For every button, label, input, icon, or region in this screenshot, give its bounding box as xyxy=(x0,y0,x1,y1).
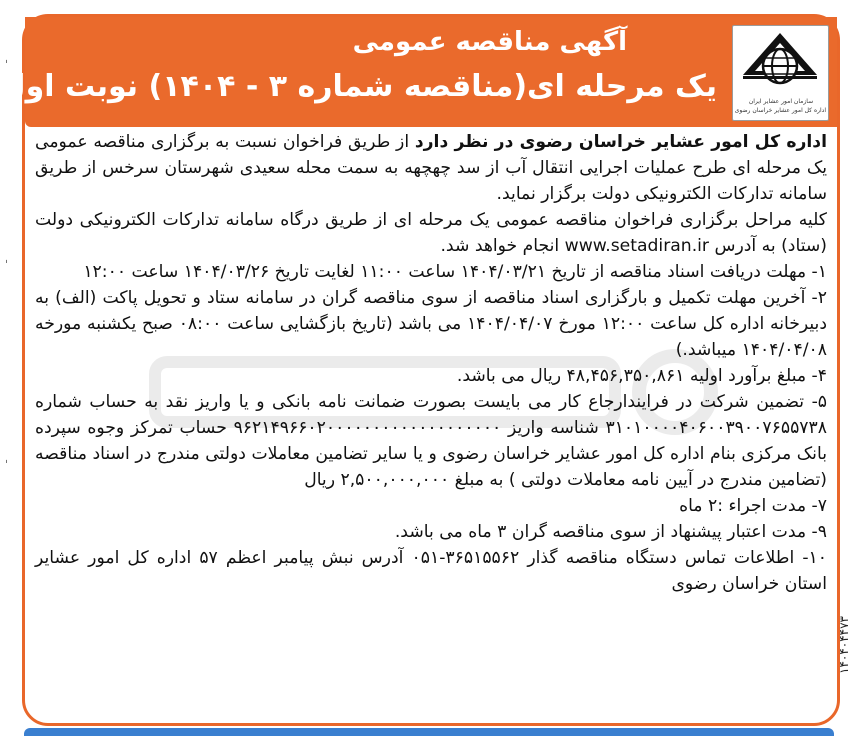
intro-paragraph xyxy=(35,129,827,207)
header-banner xyxy=(0,17,837,127)
bottom-bar xyxy=(24,728,834,736)
procedure-text-end: انجام خواهد شد. xyxy=(440,236,565,256)
side-code: ۱۴۰۴۰۴۴۷۳ xyxy=(837,616,851,675)
item-5: ۵- تضمین شرکت در فرایندارجاع کار می بایست بصورت ضمانت نامه بانکی و یا واریز نقد به حساب شماره ۳۱۰۱۰۰۰۰۴۰۶۰۰۳۹۰۰۷۶۵۵۷۳۸ شناسه واریز ۹۶۲۱۴۹۶۶۰۲۰۰۰۰۰۰۰۰۰۰۰۰۰۰۰۰۰۰۰ حساب تمرکز وجوه سپرده بانک مرکزی بنام اداره کل امور عشایر خراسان رضوی و یا سایر تضامین معاملات دولتی مندرج در اسناد مناقصه (تضامین مندرج در آیین نامه معاملات دولتی ) به مبلغ ۲,۵۰۰,۰۰۰,۰۰۰ ریال xyxy=(35,392,827,490)
item-10: ۱۰- اطلاعات تماس دستگاه مناقصه گذار ۳۶۵۱۵۵۶۲-۰۵۱ آدرس نبش پیامبر اعظم ۵۷ اداره کل امور عشایر استان خراسان رضوی xyxy=(35,548,827,594)
title-line-1: آگهی مناقصه عمومی xyxy=(352,27,627,57)
title-line-2: یک مرحله ای(مناقصه شماره ۳ - ۱۴۰۴) نوبت اول xyxy=(0,69,717,104)
announcement-body xyxy=(35,129,827,597)
item-1: ۱- مهلت دریافت اسناد مناقصه از تاریخ ۱۴۰۴/۰۳/۲۱ ساعت ۱۱:۰۰ لغایت تاریخ ۱۴۰۴/۰۳/۲۶ ساعت ۱۲:۰۰ xyxy=(83,262,827,282)
item-2: ۲- آخرین مهلت تکمیل و بارگزاری اسناد مناقصه از سوی مناقصه گران در سامانه ستاد و تحویل پاکت (الف) به دبیرخانه اداره کل ساعت ۱۲:۰۰ مورخ ۱۴۰۴/۰۴/۰۷ می باشد (تاریخ بازگشایی ساعت ۰۸:۰۰ صبح یکشنبه مورخه ۱۴۰۴/۰۴/۰۸ میباشد.) xyxy=(35,288,827,360)
procedure-paragraph xyxy=(35,207,827,259)
intro-bold: اداره کل امور عشایر خراسان رضوی در نظر دارد xyxy=(414,132,827,152)
logo-caption-1: سازمان امور عشایر ایران xyxy=(748,98,814,105)
setad-url: www.setadiran.ir xyxy=(564,236,709,256)
item-9: ۹- مدت اعتبار پیشنهاد از سوی مناقصه گران ۳ ماه می باشد. xyxy=(394,522,827,542)
procedure-text: کلیه مراحل برگزاری فراخوان مناقصه عمومی یک مرحله ای از طریق درگاه سامانه تدارکات الکترونیکی دولت (ستاد) به آدرس xyxy=(35,210,827,256)
left-edge-fragment xyxy=(0,40,18,720)
logo-caption-2: اداره کل امور عشایر خراسان رضوی xyxy=(734,107,826,114)
item-4: ۴- مبلغ برآورد اولیه ۴۸,۴۵۶,۳۵۰,۸۶۱ ریال می باشد. xyxy=(456,366,827,386)
edge-mark: ـ xyxy=(3,460,14,463)
edge-mark: ـ xyxy=(3,260,14,263)
intro-text: از طریق فراخوان نسبت به برگزاری مناقصه عمومی یک مرحله ای طرح عملیات اجرایی انتقال آب از سد چهچهه به سمت محله سعیدی شهرستان سرخس از طریق سامانه تدارکات الکترونیکی دولت برگزار نماید. xyxy=(35,132,827,204)
announcement-frame xyxy=(0,14,840,726)
tent-globe-icon xyxy=(739,30,821,96)
item-7: ۷- مدت اجراء :۲ ماه xyxy=(679,496,827,516)
organization-logo xyxy=(732,25,829,121)
edge-mark: ـ xyxy=(3,60,14,63)
